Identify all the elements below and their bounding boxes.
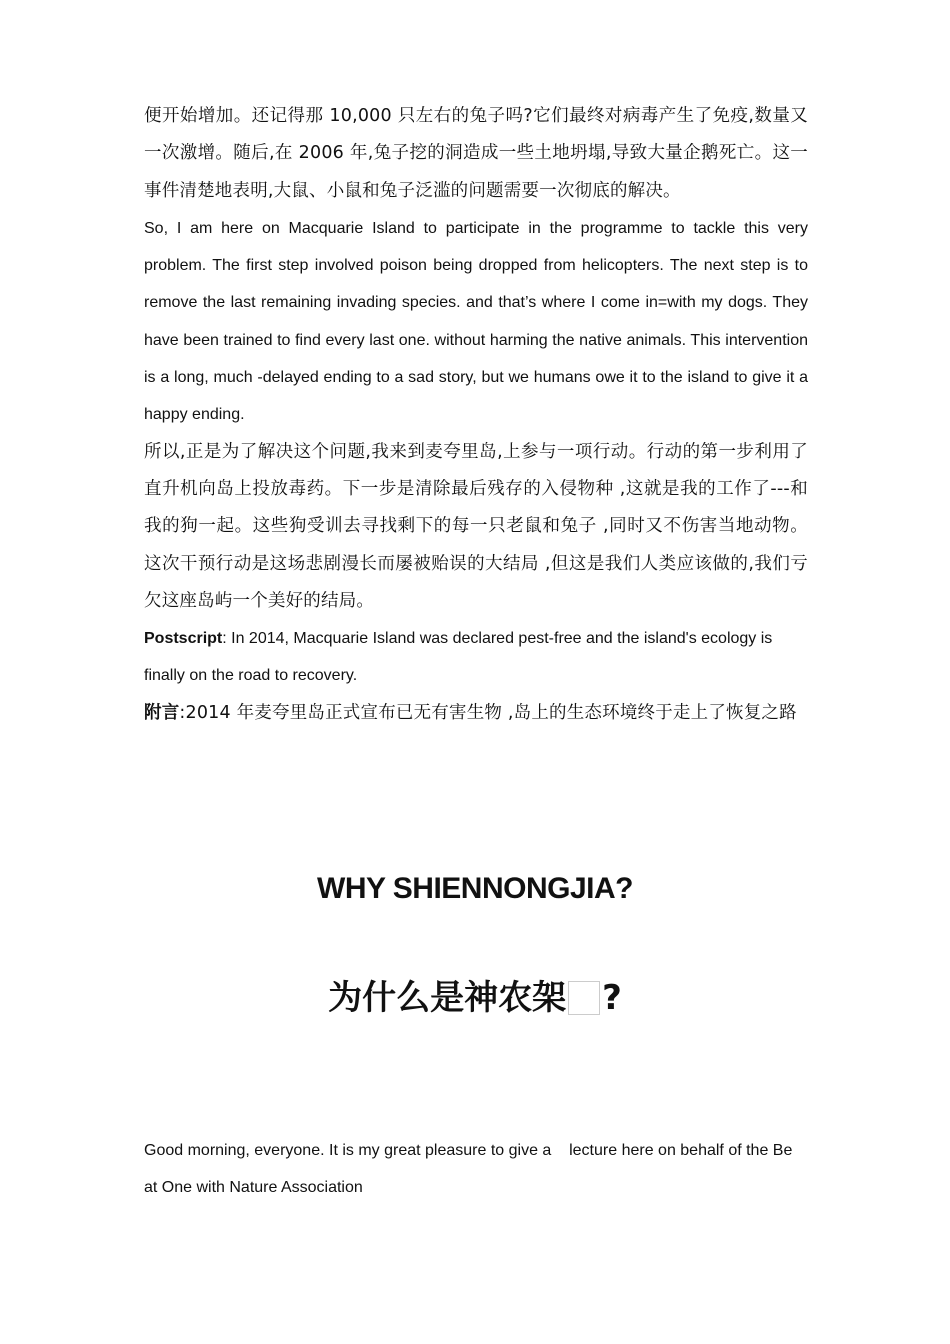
paragraph-chinese-rabbits: 便开始增加。还记得那 10,000 只左右的兔子吗?它们最终对病毒产生了免疫,数量又一次激增。随后,在 2006 年,兔子挖的洞造成一些土地坍塌,导致大量企鹅死亡。这一事件清楚地表明,大鼠、小鼠和兔子泛滥的问题需要一次彻底的解决。: [144, 106, 808, 201]
paragraph-english-programme: So, I am here on Macquarie Island to participate in the programme to tackle this very problem. The first step involved poison being dropped from helicopters. The next step is to remove the last remaining invading species. and that’s where I come in=with my dogs. They have been trained to find every last one. without harming the native animals. This intervention is a long, much -delayed ending to a sad story, but we humans owe it to the island to give it a happy ending.: [144, 219, 808, 424]
intro-paragraph: Good morning, everyone. It is my great pleasure to give a lecture here on behalf of the Be at One with Nature Association: [144, 1142, 797, 1197]
fuyan-label: 附言: [144, 702, 180, 723]
postscript-text: : In 2014, Macquarie Island was declared pest-free and the island's ecology is finally on the road to recovery.: [144, 630, 773, 685]
section-title-english: WHY SHIENNONGJIA?: [317, 872, 633, 905]
section-title-chinese-qmark: ?: [602, 978, 622, 1018]
section-title-chinese: [0, 970, 950, 1019]
fuyan-paragraph: [144, 695, 808, 732]
postscript-paragraph: [144, 620, 808, 695]
body-text-block: [144, 98, 808, 732]
intro-block: [144, 1132, 808, 1207]
section-title-chinese-text: 为什么是神农架: [328, 978, 567, 1018]
missing-glyph-box: [568, 981, 600, 1015]
paragraph-chinese-programme: 所以,正是为了解决这个问题,我来到麦夸里岛,上参与一项行动。行动的第一步利用了直升机向岛上投放毒药。下一步是清除最后残存的入侵物种 ,这就是我的工作了---和我的狗一起。这些狗受训去寻找剩下的每一只老鼠和兔子 ,同时又不伤害当地动物。这次干预行动是这场悲剧漫长而屡被贻误的大结局 ,但这是我们人类应该做的,我们亏欠这座岛屿一个美好的结局。: [144, 441, 808, 611]
fuyan-text: :2014 年麦夸里岛正式宣布已无有害生物 ,岛上的生态环境终于走上了恢复之路: [179, 702, 797, 723]
postscript-label: Postscript: [144, 630, 223, 648]
